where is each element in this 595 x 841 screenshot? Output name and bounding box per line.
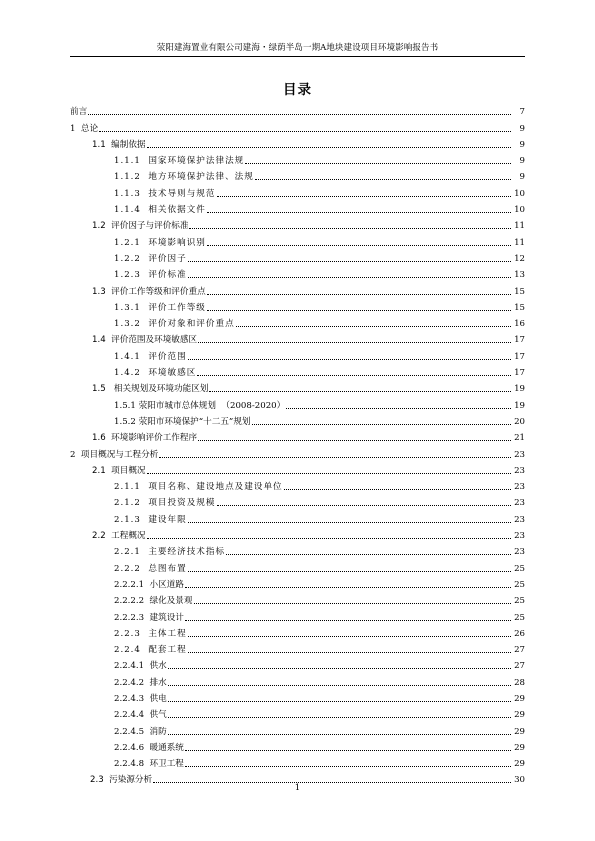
toc-entry-page: 19 — [514, 400, 525, 411]
toc-entry-label: 1.2.2 评价因子 — [114, 253, 187, 264]
toc-entry-page: 23 — [514, 498, 525, 509]
toc-entry-label: 1.3 评价工作等级和评价重点 — [92, 286, 206, 297]
toc-entry[interactable] — [70, 444, 525, 460]
toc-entry-page: 9 — [519, 156, 525, 167]
toc-leader-dots — [217, 505, 512, 506]
toc-entry[interactable] — [70, 330, 525, 346]
toc-entry-page: 23 — [514, 531, 525, 542]
toc-leader-dots — [99, 131, 511, 132]
toc-entry-page: 25 — [514, 596, 525, 607]
toc-entry[interactable] — [70, 542, 525, 558]
toc-entry[interactable] — [70, 232, 525, 248]
toc-entry-page: 15 — [514, 286, 525, 297]
toc-entry-label: 2.1 项目概况 — [92, 465, 146, 476]
toc-leader-dots — [194, 603, 512, 604]
toc-entry-page: 23 — [514, 465, 525, 476]
toc-entry[interactable] — [70, 526, 525, 542]
toc-leader-dots — [207, 310, 511, 311]
toc-title: 目录 — [283, 82, 312, 98]
toc-entry-label: 2.2.1 主要经济技术指标 — [114, 547, 226, 558]
toc-entry-label: 2.3 污染源分析 — [90, 775, 153, 786]
toc-leader-dots — [185, 766, 511, 767]
toc-entry[interactable] — [70, 363, 525, 379]
toc-entry-label: 2.2.3 主体工程 — [114, 628, 187, 639]
toc-entry-label: 2.2.2 总图布置 — [114, 563, 187, 574]
toc-entry[interactable] — [70, 705, 525, 721]
toc-entry-page: 28 — [514, 677, 525, 688]
toc-entry-label: 2 项目概况与工程分析 — [70, 449, 159, 460]
toc-entry-page: 26 — [514, 628, 525, 639]
toc-leader-dots — [185, 750, 511, 751]
toc-entry[interactable] — [70, 346, 525, 362]
toc-entry[interactable] — [70, 672, 525, 688]
toc-entry[interactable] — [70, 200, 525, 216]
toc-leader-dots — [207, 294, 511, 295]
toc-leader-dots — [198, 342, 511, 343]
toc-entry[interactable] — [70, 395, 525, 411]
toc-leader-dots — [168, 701, 511, 702]
toc-entry-label: 1.1.2 地方环境保护法律、法规 — [114, 172, 254, 183]
toc-entry-page: 17 — [514, 368, 525, 379]
toc-entry-label: 2.2.4.3 供电 — [114, 693, 167, 704]
toc-leader-dots — [185, 587, 511, 588]
toc-leader-dots — [188, 522, 511, 523]
toc-leader-dots — [226, 554, 511, 555]
toc-leader-dots — [159, 457, 511, 458]
toc-entry[interactable] — [70, 183, 525, 199]
toc-entry-page: 29 — [514, 742, 525, 753]
toc-entry-label: 1.6 环境影响评价工作程序 — [92, 433, 198, 444]
toc-leader-dots — [245, 163, 511, 164]
toc-entry-label: 1.3.1 评价工作等级 — [114, 302, 206, 313]
toc-entry-label: 1.4.1 评价范围 — [114, 351, 187, 362]
toc-entry-label: 2.1.2 项目投资及规模 — [114, 498, 216, 509]
toc-entry-page: 27 — [514, 645, 525, 656]
toc-leader-dots — [188, 359, 511, 360]
toc-leader-dots — [147, 147, 511, 148]
toc-entry[interactable] — [70, 281, 525, 297]
toc-entry-label: 1.5.1 荥阳市城市总体规划 （2008-2020） — [114, 400, 286, 411]
toc-leader-dots — [188, 277, 511, 278]
toc-leader-dots — [168, 685, 511, 686]
toc-entry[interactable] — [70, 249, 525, 265]
toc-leader-dots — [252, 424, 511, 425]
toc-leader-dots — [168, 734, 511, 735]
toc-leader-dots — [188, 261, 511, 262]
toc-entry[interactable] — [70, 493, 525, 509]
toc-entry[interactable] — [70, 509, 525, 525]
toc-entry-label: 1.1.1 国家环境保护法律法规 — [114, 156, 245, 167]
toc-leader-dots — [168, 717, 511, 718]
toc-entry-page: 9 — [519, 123, 525, 134]
toc-leader-dots — [188, 652, 511, 653]
toc-entry-label: 1.2.3 评价标准 — [114, 270, 187, 281]
toc-leader-dots — [286, 408, 511, 409]
toc-entry-page: 10 — [514, 188, 525, 199]
toc-entry[interactable] — [70, 575, 525, 591]
toc-entry-page: 23 — [514, 449, 525, 460]
toc-entry[interactable] — [70, 738, 525, 754]
toc-entry-label: 1.1 编制依据 — [92, 139, 146, 150]
toc-leader-dots — [255, 179, 511, 180]
toc-entry-page: 11 — [514, 237, 525, 248]
toc-entry-label: 2.1.3 建设年限 — [114, 514, 187, 525]
toc-leader-dots — [168, 668, 511, 669]
toc-entry-label: 2.2 工程概况 — [92, 531, 146, 542]
toc-entry[interactable] — [70, 477, 525, 493]
page-number: 1 — [294, 783, 301, 793]
toc-entry[interactable] — [70, 135, 525, 151]
toc-entry-label: 2.2.4.1 供水 — [114, 661, 167, 672]
toc-entry-page: 9 — [519, 172, 525, 183]
toc-leader-dots — [147, 538, 511, 539]
toc-leader-dots — [197, 375, 511, 376]
toc-entry[interactable] — [70, 118, 525, 134]
toc-entry-label: 2.2.4.4 供气 — [114, 710, 167, 721]
toc-entry-page: 23 — [514, 547, 525, 558]
toc-entry-page: 27 — [514, 661, 525, 672]
toc-entry-page: 15 — [514, 302, 525, 313]
toc-leader-dots — [147, 473, 511, 474]
toc-entry[interactable] — [70, 102, 525, 118]
toc-entry[interactable] — [70, 624, 525, 640]
toc-entry[interactable] — [70, 607, 525, 623]
toc-entry[interactable] — [70, 298, 525, 314]
toc-entry-page: 25 — [514, 612, 525, 623]
toc-entry[interactable] — [70, 412, 525, 428]
toc-entry-page: 9 — [519, 139, 525, 150]
toc-leader-dots — [198, 440, 511, 441]
toc-entry-page: 25 — [514, 563, 525, 574]
toc-leader-dots — [189, 228, 511, 229]
toc-entry-page: 21 — [514, 433, 525, 444]
toc-entry-page: 13 — [514, 270, 525, 281]
toc-entry-label: 2.2.4 配套工程 — [114, 645, 187, 656]
toc-entry-label: 2.2.2.1 小区道路 — [114, 579, 184, 590]
toc-leader-dots — [236, 326, 511, 327]
toc-leader-dots — [188, 636, 511, 637]
toc-entry-page: 10 — [514, 205, 525, 216]
toc-entry[interactable] — [70, 689, 525, 705]
toc-entry[interactable] — [70, 558, 525, 574]
toc-leader-dots — [207, 245, 511, 246]
toc-entry[interactable] — [70, 379, 525, 395]
toc-entry-page: 29 — [514, 710, 525, 721]
toc-entry-page: 16 — [514, 319, 525, 330]
toc-entry-label: 1.2.1 环境影响识别 — [114, 237, 206, 248]
toc-entry-label: 2.2.4.5 消防 — [114, 726, 167, 737]
toc-entry-label: 1.4.2 环境敏感区 — [114, 368, 197, 379]
toc-leader-dots — [207, 212, 511, 213]
toc-entry-label: 1.5 相关规划及环境功能区划 — [92, 384, 209, 395]
toc-entry-page: 25 — [514, 579, 525, 590]
toc-leader-dots — [88, 114, 511, 115]
toc-entry-label: 1.1.3 技术导则与规范 — [114, 188, 216, 199]
toc-leader-dots — [217, 196, 512, 197]
toc-entry-page: 17 — [514, 335, 525, 346]
toc-entry-label: 2.2.4.2 排水 — [114, 677, 167, 688]
toc-entry-page: 23 — [514, 482, 525, 493]
header-rule — [70, 56, 525, 57]
toc-entry[interactable] — [70, 265, 525, 281]
toc-entry-label: 1 总论 — [70, 123, 99, 134]
toc-entry-label: 2.1.1 项目名称、建设地点及建设单位 — [114, 482, 283, 493]
toc-entry-page: 12 — [514, 253, 525, 264]
toc-entry[interactable] — [70, 461, 525, 477]
toc-entry-label: 2.2.4.8 环卫工程 — [114, 759, 184, 770]
toc-entry-page: 11 — [514, 221, 525, 232]
page-header: 荥阳建海置业有限公司建海・绿荫半岛一期A地块建设项目环境影响报告书 — [156, 43, 439, 53]
toc-entry-page: 17 — [514, 351, 525, 362]
toc-entry-page: 29 — [514, 726, 525, 737]
toc-entry-page: 30 — [514, 775, 525, 786]
toc-entry-page: 29 — [514, 759, 525, 770]
toc-entry-label: 1.5.2 荥阳市环境保护“十二五”规划 — [114, 416, 251, 427]
toc-leader-dots — [188, 571, 511, 572]
toc-entry-page: 7 — [519, 107, 525, 118]
toc-entry[interactable] — [70, 656, 525, 672]
toc-entry-label: 1.3.2 评价对象和评价重点 — [114, 319, 235, 330]
toc-entry-label: 2.2.2.3 建筑设计 — [114, 612, 184, 623]
toc-entry-page: 23 — [514, 514, 525, 525]
toc-entry-page: 29 — [514, 693, 525, 704]
toc-leader-dots — [284, 489, 511, 490]
toc-leader-dots — [209, 391, 511, 392]
toc-entry-label: 1.1.4 相关依据文件 — [114, 205, 206, 216]
toc-entry[interactable] — [70, 151, 525, 167]
toc-entry[interactable] — [70, 721, 525, 737]
toc-entry-label: 前言 — [70, 107, 88, 118]
toc-entry[interactable] — [70, 167, 525, 183]
toc-entry-label: 1.2 评价因子与评价标准 — [92, 221, 189, 232]
toc-entry[interactable] — [70, 754, 525, 770]
table-of-contents — [70, 102, 525, 786]
toc-leader-dots — [185, 620, 511, 621]
toc-entry-page: 19 — [514, 384, 525, 395]
toc-entry-label: 1.4 评价范围及环境敏感区 — [92, 335, 198, 346]
toc-entry-label: 2.2.2.2 绿化及景观 — [114, 596, 193, 607]
toc-entry[interactable] — [70, 216, 525, 232]
toc-entry[interactable] — [70, 640, 525, 656]
toc-entry[interactable] — [70, 428, 525, 444]
toc-entry-label: 2.2.4.6 暖通系统 — [114, 742, 184, 753]
toc-entry[interactable] — [70, 314, 525, 330]
toc-entry[interactable] — [70, 591, 525, 607]
toc-entry-page: 20 — [514, 416, 525, 427]
